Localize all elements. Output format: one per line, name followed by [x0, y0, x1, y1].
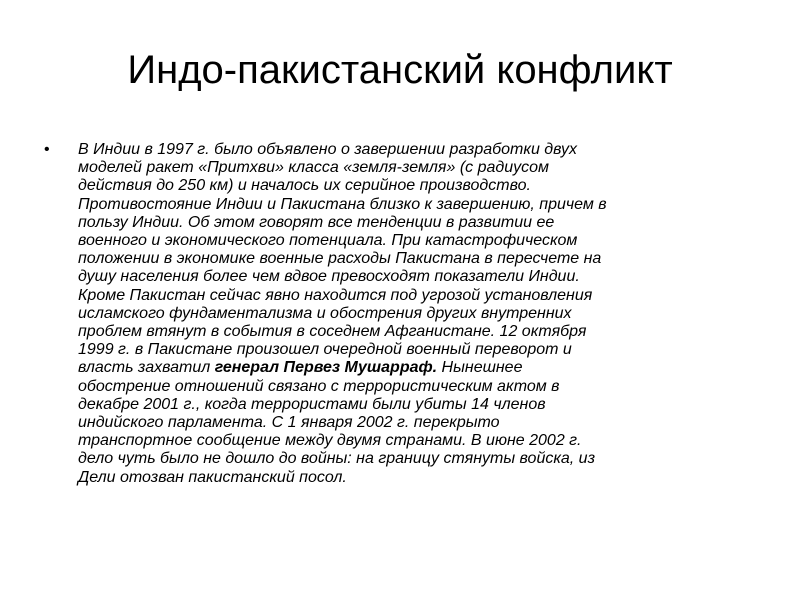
paragraph-line: 1999 г. в Пакистане произошел очередной военный переворот и	[78, 341, 572, 359]
paragraph-line: Дели отозван пакистанский посол.	[78, 468, 347, 486]
paragraph-line: транспортное сообщение между двумя странами. В июне 2002 г.	[78, 432, 582, 450]
bold-name: генерал Первез Мушарраф.	[214, 359, 438, 377]
paragraph-line: обострение отношений связано с террористическим актом в	[78, 377, 560, 395]
paragraph-line: Противостояние Индии и Пакистана близко к завершению, причем в	[78, 195, 607, 213]
paragraph-line: индийского парламента. С 1 января 2002 г. перекрыто	[78, 414, 500, 432]
paragraph-line: дело чуть было не дошло до войны: на границу стянуты войска, из	[78, 450, 596, 468]
paragraph-line: исламского фундаментализма и обострения других внутренних	[78, 304, 572, 322]
bullet-paragraph	[44, 141, 744, 487]
paragraph-line: действия до 250 км) и началось их серийное производство.	[78, 177, 531, 195]
paragraph-line: Кроме Пакистан сейчас явно находится под угрозой установления	[78, 286, 593, 304]
paragraph-line: моделей ракет «Притхви» класса «земля-земля» (с радиусом	[78, 159, 549, 177]
paragraph-line: душу населения более чем вдвое превосходят показатели Индии.	[78, 268, 580, 286]
slide-title: Индо-пакистанский конфликт	[127, 48, 673, 92]
paragraph-line: пользу Индии. Об этом говорят все тенденции в развитии ее	[78, 213, 555, 231]
line-text-after: Нынешнее	[437, 359, 523, 377]
paragraph-line-with-bold	[78, 359, 744, 377]
paragraph-line: военного и экономического потенциала. При катастрофическом	[78, 232, 578, 250]
paragraph-line: положении в экономике военные расходы Пакистана в пересчете на	[78, 250, 602, 268]
bullet-icon: •	[44, 141, 50, 158]
paragraph-line: декабре 2001 г., когда террористами были убиты 14 членов	[78, 395, 546, 413]
bullet-list	[44, 141, 744, 487]
line-text-before: власть захватил	[78, 359, 215, 377]
paragraph-line: проблем втянут в события в соседнем Афганистане. 12 октября	[78, 323, 587, 341]
paragraph-line: В Индии в 1997 г. было объявлено о завершении разработки двух	[78, 141, 577, 158]
